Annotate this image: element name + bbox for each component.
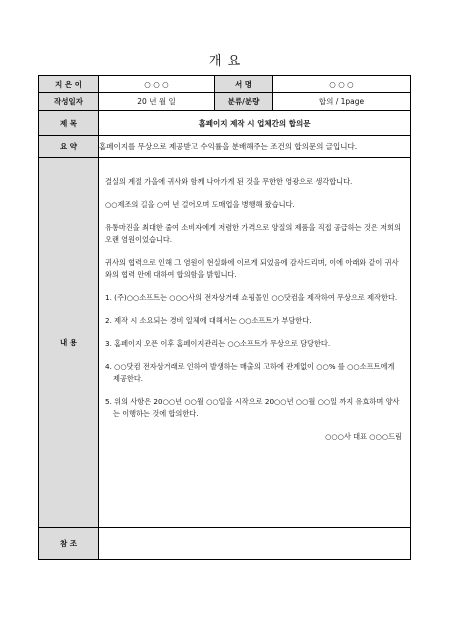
content-body <box>99 158 411 528</box>
author-value: ○ ○ ○ <box>99 76 215 93</box>
subject-label: 제 목 <box>39 111 99 136</box>
category-value: 합의 / 1page <box>273 93 411 111</box>
summary-table <box>38 75 411 560</box>
agreement-item: 3. 홈페이지 오픈 이후 홈페이지관리는 ○○소프트가 무상으로 담당한다. <box>105 339 331 348</box>
summary-row <box>39 136 411 158</box>
content-paragraph: 결실의 계절 가을에 귀사와 함께 나아가게 된 것을 무한한 영광으로 생각합니다. <box>105 177 353 186</box>
date-row <box>39 93 411 111</box>
reference-row <box>39 528 411 560</box>
content-paragraph: 유통마진을 최대한 줄여 소비자에게 저렴한 가격으로 양질의 제품을 직접 공급하는 것은 저희의 오랜 염원이었습니다. <box>105 223 401 244</box>
reference-label: 참 조 <box>39 528 99 560</box>
closing-signature: ○○○사 대표 ○○○드림 <box>325 432 402 441</box>
content-label: 내 용 <box>39 158 99 528</box>
reference-value <box>99 528 411 560</box>
subject-value: 홈페이지 제작 시 업체간의 합의문 <box>99 111 411 136</box>
date-label: 작성일자 <box>39 93 99 111</box>
summary-value: 홈페이지를 무상으로 제공받고 수익률을 분배해주는 조건의 합의문의 글입니다. <box>99 136 411 158</box>
author-row <box>39 76 411 93</box>
content-paragraph: 귀사의 협력으로 인해 그 염원이 현실화에 이르게 되었음에 감사드리며, 이에 아래와 같이 귀사와의 협력 안에 대하여 합의함을 밝힙니다. <box>105 258 399 279</box>
category-label: 분류/분량 <box>215 93 273 111</box>
subject-row <box>39 111 411 136</box>
document-title: 개 요 <box>208 54 242 69</box>
agreement-item: 5. 위의 사항은 20○○년 ○○월 ○○일을 시작으로 20○○년 ○○월 ○○일 까지 유효하며 양사는 이행하는 것에 합의한다. <box>105 397 400 418</box>
content-row <box>39 158 411 528</box>
agreement-item: 4. ○○닷컴 전자상거래로 인하여 발생하는 매출의 고하에 관계없이 ○○% 를 ○○소프트에게 제공한다. <box>105 362 395 383</box>
signature-label: 서 명 <box>215 76 273 93</box>
summary-label: 요 약 <box>39 136 99 158</box>
author-label: 지 은 이 <box>39 76 99 93</box>
agreement-item: 2. 제작 시 소요되는 경비 일체에 대해서는 ○○소프트가 부담한다. <box>105 316 312 325</box>
date-value: 20 년 월 일 <box>99 93 215 111</box>
content-paragraph: ○○제조의 길을 ○여 년 걸어오며 도매업을 병행해 왔습니다. <box>105 200 295 209</box>
signature-value: ○ ○ ○ <box>273 76 411 93</box>
agreement-item: 1. (주)○○소프트는 ○○○사의 전자상거래 쇼핑몰인 ○○닷컴을 제작하여 무상으로 제작한다. <box>105 293 398 302</box>
